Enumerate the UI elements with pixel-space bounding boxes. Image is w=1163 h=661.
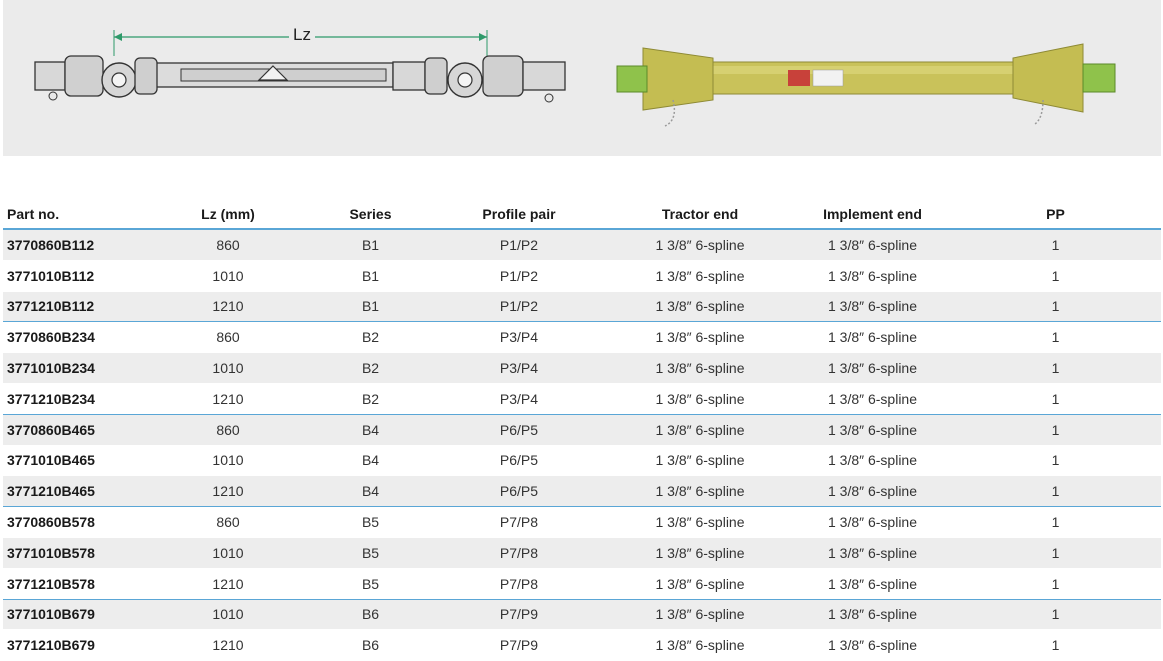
cell-implement-end: 1 3/8″ 6-spline bbox=[827, 267, 917, 284]
table-header-row bbox=[3, 200, 1161, 229]
cell-tractor-end: 1 3/8″ 6-spline bbox=[605, 322, 795, 353]
cell-lz: 1210 bbox=[148, 291, 308, 322]
cell-pp: 1 bbox=[950, 322, 1161, 353]
cell-profile-pair: P3/P4 bbox=[433, 322, 605, 353]
cell-tractor-end: 1 3/8″ 6-spline bbox=[605, 291, 795, 322]
cell-tractor-end: 1 3/8″ 6-spline bbox=[655, 452, 745, 469]
table-row bbox=[3, 383, 1161, 414]
cell-part-no: 3770860B234 bbox=[3, 322, 148, 353]
cell-pp: 1 bbox=[950, 291, 1161, 322]
cell-pp: 1 bbox=[1051, 390, 1060, 407]
cell-series: B1 bbox=[308, 291, 433, 322]
product-table bbox=[3, 200, 1161, 661]
cell-part-no: 3771010B112 bbox=[7, 267, 95, 284]
cell-pp: 1 bbox=[950, 476, 1161, 507]
cell-series: B1 bbox=[361, 267, 380, 284]
table-row bbox=[3, 568, 1161, 599]
cell-part-no: 3771210B465 bbox=[3, 476, 148, 507]
cell-tractor-end: 1 3/8″ 6-spline bbox=[655, 637, 745, 654]
table-row bbox=[3, 414, 1161, 445]
cell-lz: 1210 bbox=[148, 476, 308, 507]
lz-dimension-label: Lz bbox=[289, 25, 315, 45]
cell-series: B5 bbox=[308, 507, 433, 538]
cell-implement-end: 1 3/8″ 6-spline bbox=[827, 452, 917, 469]
cell-lz: 1210 bbox=[212, 390, 244, 407]
cell-profile-pair: P7/P8 bbox=[433, 507, 605, 538]
table-row bbox=[3, 630, 1161, 661]
cell-pp: 1 bbox=[950, 507, 1161, 538]
cell-part-no: 3771010B578 bbox=[3, 537, 148, 568]
cell-part-no: 3771210B112 bbox=[3, 291, 148, 322]
cell-profile-pair: P6/P5 bbox=[433, 476, 605, 507]
cell-series: B2 bbox=[308, 322, 433, 353]
cell-implement-end: 1 3/8″ 6-spline bbox=[795, 537, 950, 568]
col-header-series: Series bbox=[308, 200, 433, 229]
cell-part-no: 3771210B578 bbox=[7, 575, 95, 592]
cell-profile-pair: P1/P2 bbox=[499, 267, 539, 284]
cell-pp: 1 bbox=[1051, 452, 1060, 469]
cell-profile-pair: P7/P9 bbox=[499, 637, 539, 654]
cell-profile-pair: P3/P4 bbox=[433, 353, 605, 384]
table-row bbox=[3, 599, 1161, 630]
cell-pp: 1 bbox=[950, 229, 1161, 260]
table-row bbox=[3, 322, 1161, 353]
pto-shaft-photo bbox=[603, 30, 1143, 130]
cell-lz: 860 bbox=[148, 322, 308, 353]
cell-tractor-end: 1 3/8″ 6-spline bbox=[605, 414, 795, 445]
cell-part-no: 3770860B112 bbox=[3, 229, 148, 260]
cell-pp: 1 bbox=[950, 537, 1161, 568]
cell-profile-pair: P3/P4 bbox=[499, 390, 539, 407]
cell-implement-end: 1 3/8″ 6-spline bbox=[795, 322, 950, 353]
cell-part-no: 3770860B465 bbox=[3, 414, 148, 445]
cell-implement-end: 1 3/8″ 6-spline bbox=[795, 599, 950, 630]
cell-part-no: 3771210B679 bbox=[7, 637, 95, 654]
cell-profile-pair: P6/P5 bbox=[433, 414, 605, 445]
cell-series: B6 bbox=[308, 599, 433, 630]
col-header-part-no: Part no. bbox=[3, 200, 148, 229]
table-row bbox=[3, 353, 1161, 384]
table-row bbox=[3, 445, 1161, 476]
pto-shaft-diagram bbox=[3, 0, 603, 156]
cell-profile-pair: P7/P8 bbox=[433, 537, 605, 568]
cell-part-no: 3770860B578 bbox=[3, 507, 148, 538]
col-header-pp: PP bbox=[950, 200, 1161, 229]
cell-lz: 1210 bbox=[212, 575, 244, 592]
cell-implement-end: 1 3/8″ 6-spline bbox=[795, 507, 950, 538]
table-row bbox=[3, 537, 1161, 568]
col-header-profile-pair: Profile pair bbox=[433, 200, 605, 229]
col-header-implement-end: Implement end bbox=[795, 200, 950, 229]
cell-part-no: 3771210B234 bbox=[7, 390, 95, 407]
table-row bbox=[3, 229, 1161, 260]
cell-part-no: 3771010B679 bbox=[3, 599, 148, 630]
cell-lz: 1010 bbox=[212, 267, 244, 284]
cell-tractor-end: 1 3/8″ 6-spline bbox=[605, 507, 795, 538]
cell-profile-pair: P7/P9 bbox=[433, 599, 605, 630]
cell-tractor-end: 1 3/8″ 6-spline bbox=[605, 537, 795, 568]
cell-tractor-end: 1 3/8″ 6-spline bbox=[655, 390, 745, 407]
cell-implement-end: 1 3/8″ 6-spline bbox=[827, 575, 917, 592]
cell-series: B4 bbox=[308, 414, 433, 445]
cell-series: B2 bbox=[361, 390, 380, 407]
cell-implement-end: 1 3/8″ 6-spline bbox=[795, 476, 950, 507]
table-row bbox=[3, 291, 1161, 322]
cell-implement-end: 1 3/8″ 6-spline bbox=[795, 414, 950, 445]
cell-series: B6 bbox=[361, 637, 380, 654]
cell-series: B1 bbox=[308, 229, 433, 260]
cell-pp: 1 bbox=[1051, 637, 1060, 654]
cell-implement-end: 1 3/8″ 6-spline bbox=[795, 291, 950, 322]
cell-tractor-end: 1 3/8″ 6-spline bbox=[655, 575, 745, 592]
cell-tractor-end: 1 3/8″ 6-spline bbox=[605, 476, 795, 507]
col-header-lz: Lz (mm) bbox=[148, 200, 308, 229]
cell-implement-end: 1 3/8″ 6-spline bbox=[795, 229, 950, 260]
cell-pp: 1 bbox=[950, 414, 1161, 445]
table-row bbox=[3, 507, 1161, 538]
cell-profile-pair: P6/P5 bbox=[499, 452, 539, 469]
table-row bbox=[3, 260, 1161, 291]
cell-series: B5 bbox=[308, 537, 433, 568]
cell-implement-end: 1 3/8″ 6-spline bbox=[795, 353, 950, 384]
cell-tractor-end: 1 3/8″ 6-spline bbox=[605, 229, 795, 260]
cell-lz: 1010 bbox=[148, 537, 308, 568]
cell-lz: 1010 bbox=[148, 599, 308, 630]
col-header-tractor-end: Tractor end bbox=[605, 200, 795, 229]
cell-lz: 860 bbox=[148, 414, 308, 445]
cell-part-no: 3771010B234 bbox=[3, 353, 148, 384]
cell-pp: 1 bbox=[950, 353, 1161, 384]
cell-pp: 1 bbox=[1051, 267, 1060, 284]
cell-implement-end: 1 3/8″ 6-spline bbox=[827, 637, 917, 654]
cell-part-no: 3771010B465 bbox=[7, 452, 95, 469]
cell-profile-pair: P1/P2 bbox=[433, 291, 605, 322]
cell-series: B2 bbox=[308, 353, 433, 384]
cell-tractor-end: 1 3/8″ 6-spline bbox=[605, 599, 795, 630]
cell-lz: 860 bbox=[148, 229, 308, 260]
cell-profile-pair: P7/P8 bbox=[499, 575, 539, 592]
cell-series: B4 bbox=[361, 452, 380, 469]
cell-lz: 1210 bbox=[212, 637, 244, 654]
product-banner bbox=[3, 0, 1161, 156]
cell-pp: 1 bbox=[1051, 575, 1060, 592]
cell-lz: 1010 bbox=[212, 452, 244, 469]
cell-tractor-end: 1 3/8″ 6-spline bbox=[605, 353, 795, 384]
cell-series: B5 bbox=[361, 575, 380, 592]
cell-profile-pair: P1/P2 bbox=[433, 229, 605, 260]
cell-pp: 1 bbox=[950, 599, 1161, 630]
cell-implement-end: 1 3/8″ 6-spline bbox=[827, 390, 917, 407]
cell-lz: 1010 bbox=[148, 353, 308, 384]
table-row bbox=[3, 476, 1161, 507]
cell-lz: 860 bbox=[148, 507, 308, 538]
cell-series: B4 bbox=[308, 476, 433, 507]
cell-tractor-end: 1 3/8″ 6-spline bbox=[655, 267, 745, 284]
